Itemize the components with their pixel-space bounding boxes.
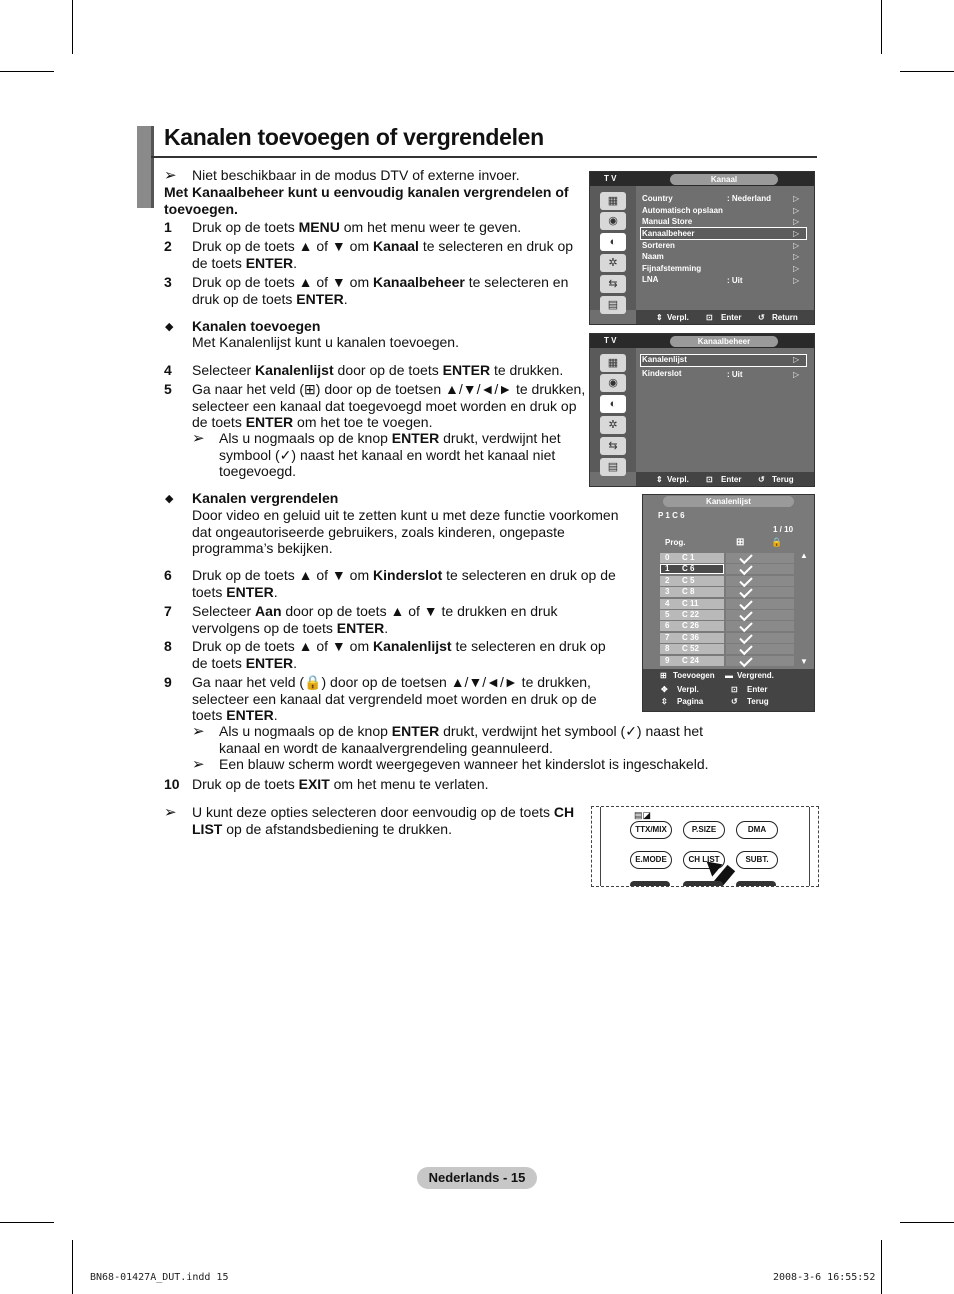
channel-number: 4 bbox=[665, 598, 670, 608]
channel-name: C 26 bbox=[682, 621, 699, 631]
section-add-desc: Met Kanalenlijst kunt u kanalen toevoegen. bbox=[192, 334, 459, 350]
osd-row[interactable]: Fijnafstemming bbox=[642, 264, 702, 273]
channel-number: 0 bbox=[665, 553, 670, 562]
section-lock-desc: Door video en geluid uit te zetten kunt u met deze functie voorkomen dat ongeautoriseerde gebruikers, zoals kinderen, ongepaste programma’s bekijken. bbox=[192, 507, 619, 556]
channel-row[interactable] bbox=[660, 587, 794, 597]
arrow-right-icon: ▷ bbox=[793, 194, 800, 203]
print-file-info: BN68-01427A_DUT.indd 15 bbox=[90, 1272, 229, 1283]
section-add-title: Kanalen toevoegen bbox=[192, 318, 321, 334]
step-text: Druk op de toets ▲ of ▼ om Kanaalbeheer te selecteren en druk op de toets ENTER. bbox=[192, 274, 569, 307]
e-mode-button[interactable]: E.MODE bbox=[630, 851, 672, 869]
subt-button[interactable]: SUBT. bbox=[736, 851, 778, 869]
osd-legend-add: Toevoegen bbox=[673, 671, 715, 680]
note-arrow-icon: ➢ bbox=[192, 430, 205, 447]
picture-icon: ▦ bbox=[600, 354, 626, 372]
channel-icon: ◐ bbox=[600, 233, 626, 251]
enter-icon: ⊡ bbox=[731, 685, 738, 694]
step-note: Als u nogmaals op de knop ENTER drukt, verdwijnt het symbool (✓) naast het kanaal en wordt de kanaalvergrendeling geannuleerd. bbox=[219, 723, 704, 756]
title-accent-bar bbox=[137, 126, 151, 208]
osd-row[interactable]: Country bbox=[642, 194, 673, 203]
step-text: Ga naar het veld (🔒) door op de toetsen ▲/▼/◄/► te drukken, selecteer een kanaal dat vergrendeld moet worden en druk op de toets ENTER. bbox=[192, 674, 597, 723]
step-number: 8 bbox=[164, 638, 172, 654]
channel-row[interactable] bbox=[660, 599, 794, 609]
arrow-right-icon: ▷ bbox=[793, 229, 800, 238]
step-note: Een blauw scherm wordt weergegeven wanneer het kinderslot is ingeschakeld. bbox=[219, 756, 709, 772]
setup-icon: ✲ bbox=[600, 254, 626, 272]
step-text: Ga naar het veld (⊞) door op de toetsen ▲/▼/◄/► te drukken, selecteer een kanaal dat toegevoegd moet worden en druk op de toets ENTER om het toe te voegen. bbox=[192, 381, 586, 430]
input-icon: ⇆ bbox=[600, 275, 626, 293]
channel-number: 8 bbox=[665, 644, 670, 654]
osd-kanaal-menu bbox=[589, 171, 815, 325]
channel-name: C 5 bbox=[682, 575, 695, 585]
channel-name: C 36 bbox=[682, 632, 699, 642]
osd-footer-move: Verpl. bbox=[667, 475, 689, 484]
step-number: 6 bbox=[164, 567, 172, 583]
return-icon: ↺ bbox=[758, 313, 765, 322]
channel-row[interactable] bbox=[660, 564, 794, 574]
ch-list-button[interactable]: CH LIST bbox=[683, 851, 725, 869]
step-text: Druk op de toets ▲ of ▼ om Kinderslot te selecteren en druk op de toets ENTER. bbox=[192, 567, 616, 600]
step-number: 4 bbox=[164, 362, 172, 378]
osd-row-value: : Uit bbox=[727, 370, 743, 379]
move-icon: ✥ bbox=[661, 685, 668, 694]
channel-name: C 6 bbox=[682, 564, 695, 574]
step-number: 3 bbox=[164, 274, 172, 290]
sound-icon: ◉ bbox=[600, 374, 626, 392]
return-icon: ↺ bbox=[758, 475, 765, 484]
channel-name: C 22 bbox=[682, 610, 699, 619]
title-accent-bar bbox=[151, 126, 154, 208]
crop-mark bbox=[900, 1222, 954, 1223]
bullet-diamond-icon: ◆ bbox=[165, 321, 174, 333]
channel-number: 1 bbox=[665, 564, 670, 574]
osd-row[interactable]: Manual Store bbox=[642, 217, 693, 226]
osd-footer-return: Terug bbox=[772, 475, 794, 484]
intro-bold: Met Kanaalbeheer kunt u eenvoudig kanalen vergrendelen of toevoegen. bbox=[164, 184, 569, 217]
p-size-button[interactable]: P.SIZE bbox=[683, 821, 725, 839]
channel-name: C 11 bbox=[682, 598, 699, 608]
osd-header: Kanaalbeheer bbox=[670, 336, 778, 347]
crop-mark bbox=[0, 71, 54, 72]
note-arrow-icon: ➢ bbox=[164, 804, 177, 821]
digital-icon: ▤ bbox=[600, 296, 626, 314]
add-icon: ⊞ bbox=[736, 537, 745, 548]
return-icon: ↺ bbox=[731, 697, 738, 706]
osd-col-prog: Prog. bbox=[665, 538, 686, 547]
digital-icon: ▤ bbox=[600, 458, 626, 476]
step-number: 1 bbox=[164, 219, 172, 235]
osd-row[interactable]: Naam bbox=[642, 252, 664, 261]
channel-row[interactable] bbox=[660, 644, 794, 654]
remote-control-illustration bbox=[591, 806, 819, 887]
section-lock-title: Kanalen vergrendelen bbox=[192, 490, 339, 506]
channel-row[interactable] bbox=[660, 621, 794, 631]
osd-row[interactable]: Automatisch opslaan bbox=[642, 206, 723, 215]
arrow-right-icon: ▷ bbox=[793, 206, 800, 215]
osd-kanaalbeheer-menu bbox=[589, 333, 815, 487]
channel-row[interactable] bbox=[660, 576, 794, 586]
osd-row[interactable]: Kanaalbeheer bbox=[642, 229, 695, 238]
arrow-right-icon: ▷ bbox=[793, 355, 800, 364]
arrow-right-icon: ▷ bbox=[793, 252, 800, 261]
osd-footer-enter: Enter bbox=[721, 313, 742, 322]
enter-icon: ⊡ bbox=[706, 313, 713, 322]
crop-mark bbox=[881, 1240, 882, 1294]
osd-row[interactable]: Kanalenlijst bbox=[642, 355, 687, 364]
osd-tv-label: T V bbox=[604, 336, 617, 345]
osd-program: P 1 C 6 bbox=[658, 511, 685, 520]
osd-legend-lock: Vergrend. bbox=[737, 671, 774, 680]
arrow-right-icon: ▷ bbox=[793, 264, 800, 273]
osd-footer-move: Verpl. bbox=[667, 313, 689, 322]
channel-number: 2 bbox=[665, 575, 670, 585]
osd-row[interactable]: Kinderslot bbox=[642, 369, 682, 378]
channel-number: 5 bbox=[665, 610, 670, 619]
step-number: 5 bbox=[164, 381, 172, 397]
channel-row[interactable] bbox=[660, 610, 794, 620]
channel-row[interactable] bbox=[660, 633, 794, 643]
note-arrow-icon: ➢ bbox=[192, 723, 205, 740]
scroll-up-icon[interactable]: ▲ bbox=[800, 551, 808, 560]
input-icon: ⇆ bbox=[600, 437, 626, 455]
channel-name: C 24 bbox=[682, 655, 699, 665]
osd-footer-return: Return bbox=[772, 313, 798, 322]
osd-footer-enter: Enter bbox=[721, 475, 742, 484]
bullet-diamond-icon: ◆ bbox=[165, 493, 174, 505]
scroll-down-icon[interactable]: ▼ bbox=[800, 657, 808, 666]
channel-number: 6 bbox=[665, 621, 670, 631]
step-text: Druk op de toets MENU om het menu weer te geven. bbox=[192, 219, 522, 235]
step-number: 10 bbox=[164, 776, 180, 792]
channel-icon: ◐ bbox=[600, 395, 626, 413]
osd-row[interactable]: LNA bbox=[642, 275, 659, 284]
osd-row[interactable]: Sorteren bbox=[642, 241, 675, 250]
channel-number: 3 bbox=[665, 587, 670, 597]
channel-name: C 8 bbox=[682, 587, 695, 597]
lock-icon: ▬ bbox=[725, 671, 733, 680]
crop-mark bbox=[900, 71, 954, 72]
osd-page: 1 / 10 bbox=[773, 525, 794, 534]
arrow-right-icon: ▷ bbox=[793, 241, 800, 250]
channel-row[interactable] bbox=[660, 656, 794, 666]
step-text: Selecteer Aan door op de toets ▲ of ▼ te drukken en druk vervolgens op de toets ENTER. bbox=[192, 603, 558, 636]
note-arrow-icon: ➢ bbox=[164, 167, 177, 184]
osd-header: Kanaal bbox=[670, 174, 778, 185]
move-icon: ⇕ bbox=[656, 313, 663, 322]
print-date-info: 2008-3-6 16:55:52 bbox=[773, 1272, 876, 1283]
osd-footer-move: Verpl. bbox=[677, 685, 699, 694]
arrow-right-icon: ▷ bbox=[793, 276, 800, 285]
osd-kanalenlijst bbox=[642, 494, 815, 712]
channel-number: 9 bbox=[665, 655, 670, 665]
teletext-icon: ▤◪ bbox=[634, 810, 652, 820]
setup-icon: ✲ bbox=[600, 416, 626, 434]
note-arrow-icon: ➢ bbox=[192, 756, 205, 773]
tip-text: U kunt deze opties selecteren door eenvoudig op de toets CH LIST op de afstandsbediening te drukken. bbox=[192, 804, 575, 837]
move-icon: ⇕ bbox=[656, 475, 663, 484]
step-text: Druk op de toets ▲ of ▼ om Kanalenlijst te selecteren en druk op de toets ENTER. bbox=[192, 638, 606, 671]
crop-mark bbox=[72, 0, 73, 54]
page-icon: ⇳ bbox=[661, 697, 668, 706]
page-title: Kanalen toevoegen of vergrendelen bbox=[164, 124, 544, 150]
step-number: 7 bbox=[164, 603, 172, 619]
dma-button[interactable]: DMA bbox=[736, 821, 778, 839]
step-note: Als u nogmaals op de knop ENTER drukt, verdwijnt het symbool (✓) naast het kanaal en wordt het kanaal niet toegevoegd. bbox=[219, 430, 561, 479]
osd-footer-page: Pagina bbox=[677, 697, 704, 706]
osd-row-value: : Uit bbox=[727, 276, 743, 285]
step-text: Selecteer Kanalenlijst door op de toets ENTER te drukken. bbox=[192, 362, 564, 378]
step-number: 9 bbox=[164, 674, 172, 690]
channel-name: C 52 bbox=[682, 644, 699, 654]
osd-tv-label: T V bbox=[604, 174, 617, 183]
crop-mark bbox=[881, 0, 882, 54]
crop-mark bbox=[72, 1240, 73, 1294]
step-text: Druk op de toets EXIT om het menu te verlaten. bbox=[192, 776, 489, 792]
lock-icon: 🔒 bbox=[771, 537, 783, 547]
sound-icon: ◉ bbox=[600, 212, 626, 230]
add-icon: ⊞ bbox=[660, 671, 667, 680]
channel-number: 7 bbox=[665, 632, 670, 642]
title-rule bbox=[151, 156, 817, 158]
channel-row[interactable] bbox=[660, 553, 794, 563]
arrow-right-icon: ▷ bbox=[793, 217, 800, 226]
arrow-right-icon: ▷ bbox=[793, 370, 800, 379]
picture-icon: ▦ bbox=[600, 192, 626, 210]
osd-header: Kanalenlijst bbox=[663, 496, 794, 507]
step-text: Druk op de toets ▲ of ▼ om Kanaal te selecteren en druk op de toets ENTER. bbox=[192, 238, 574, 271]
osd-row-value: : Nederland bbox=[727, 194, 772, 203]
ttx-mix-button[interactable]: TTX/MIX bbox=[630, 821, 672, 839]
channel-name: C 1 bbox=[682, 553, 695, 562]
crop-mark bbox=[0, 1222, 54, 1223]
intro-note: Niet beschikbaar in de modus DTV of externe invoer. bbox=[192, 167, 520, 183]
osd-footer-enter: Enter bbox=[747, 685, 768, 694]
osd-footer-return: Terug bbox=[747, 697, 769, 706]
step-number: 2 bbox=[164, 238, 172, 254]
page-number-label: Nederlands - 15 bbox=[417, 1167, 537, 1189]
enter-icon: ⊡ bbox=[706, 475, 713, 484]
